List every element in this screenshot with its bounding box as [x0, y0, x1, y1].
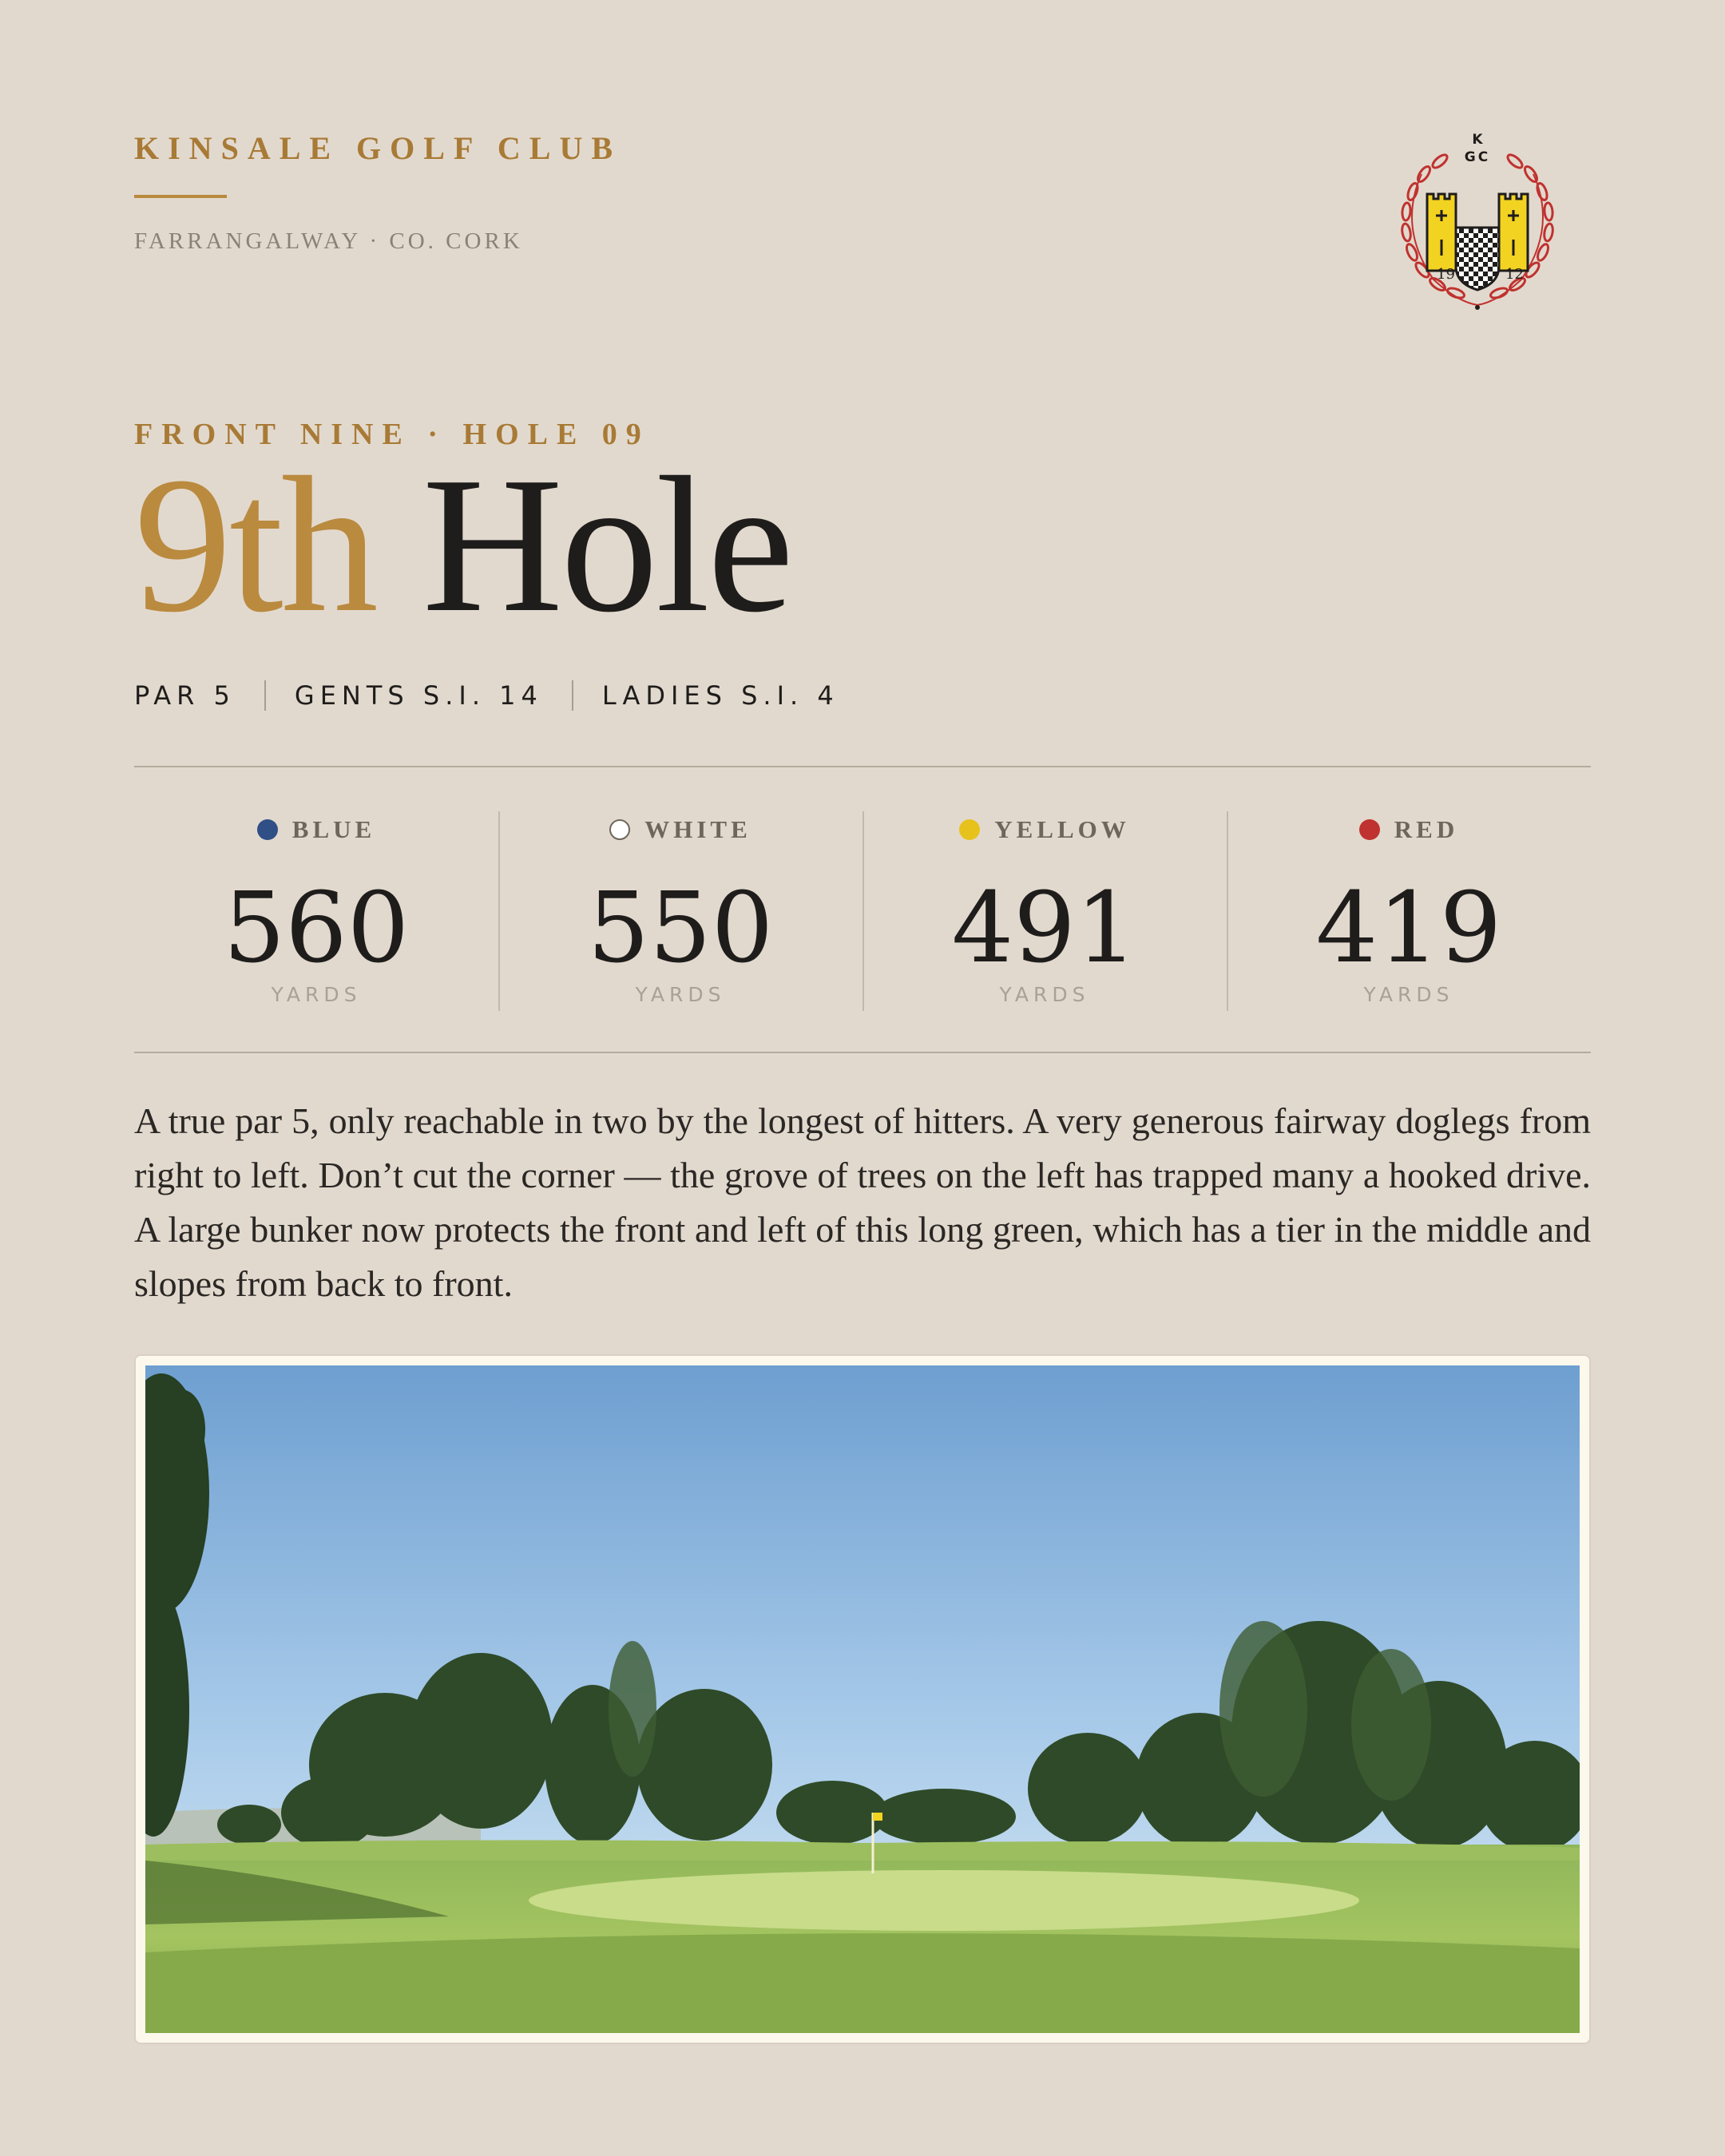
hole-meta	[134, 680, 839, 711]
hole-title	[134, 437, 792, 652]
crest-letter-k: K	[1472, 132, 1483, 148]
hole-card	[134, 0, 1591, 2156]
tee-name: YELLOW	[994, 815, 1130, 843]
tee-dot-icon	[609, 819, 630, 840]
meta-divider	[572, 680, 573, 711]
tee-dot-icon	[959, 819, 980, 840]
tee-dot-icon	[1359, 819, 1380, 840]
crest-year-right: 12	[1505, 266, 1524, 283]
ladies-stroke-index: LADIES S.I. 4	[601, 680, 839, 711]
club-name: KINSALE GOLF CLUB	[134, 130, 622, 166]
tee-red	[1227, 767, 1591, 1052]
tee-yellow	[862, 767, 1227, 1052]
tee-yards: 419	[1315, 871, 1502, 985]
hole-photo-frame	[134, 1354, 1591, 2044]
gents-stroke-index: GENTS S.I. 14	[294, 680, 543, 711]
tee-unit: YARDS	[635, 983, 726, 1006]
tee-yards: 491	[951, 871, 1138, 985]
club-location: FARRANGALWAY · CO. CORK	[134, 228, 523, 254]
hole-number: 9th	[134, 437, 376, 652]
hole-photo	[145, 1365, 1580, 2033]
meta-divider	[264, 680, 266, 711]
tee-yards: 550	[587, 871, 774, 985]
hole-description: A true par 5, only reachable in two by the longest of hitters. A very generous fairway doglegs from right to left. Don’t cut the corner — the grove of trees on the left has trapped many a hooked drive. A large bunker now protects the front and left of this long green, which has a tier in the middle and slopes from back to front.	[134, 1100, 1591, 1304]
tee-name: RED	[1394, 815, 1459, 843]
tee-unit: YARDS	[271, 983, 362, 1006]
par-label: PAR 5	[134, 680, 236, 711]
crest-year-left: 19	[1437, 266, 1455, 283]
tee-unit: YARDS	[999, 983, 1090, 1006]
crest-letters-gc: GC	[1464, 149, 1491, 165]
tee-yardages	[134, 766, 1591, 1053]
tee-white	[498, 767, 862, 1052]
tee-yards: 560	[223, 871, 410, 985]
hole-kicker: FRONT NINE · HOLE 09	[134, 418, 650, 451]
hole-word: Hole	[422, 437, 792, 652]
tee-dot-icon	[257, 819, 278, 840]
tee-unit: YARDS	[1363, 983, 1454, 1006]
gold-rule	[134, 195, 227, 198]
tee-name: BLUE	[291, 815, 376, 843]
club-crest-icon	[1378, 128, 1577, 327]
tee-name: WHITE	[644, 815, 751, 843]
tee-blue	[134, 767, 498, 1052]
